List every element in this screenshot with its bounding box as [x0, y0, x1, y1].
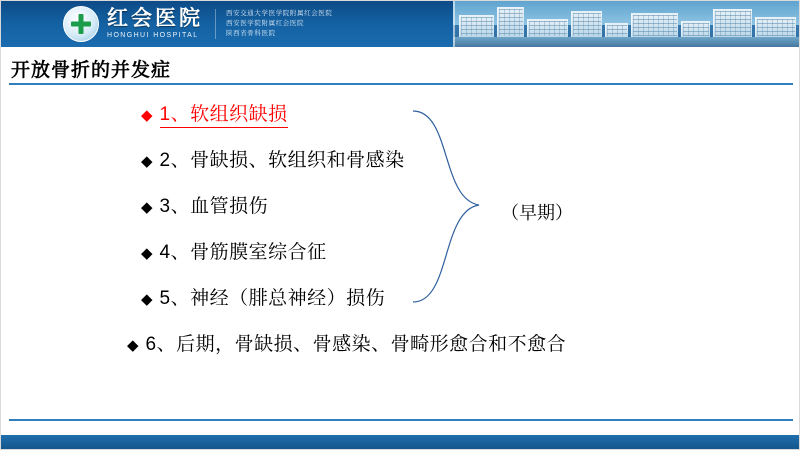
page-title: 开放骨折的并发症: [11, 60, 172, 81]
list-item-label: 1、软组织缺损: [160, 99, 288, 128]
slide-header-banner: [1, 1, 800, 47]
hospital-name-en: HONGHUI HOSPITAL: [107, 31, 199, 39]
diamond-bullet-icon: ◆: [127, 337, 139, 354]
hospital-name-cn: 红会医院: [107, 6, 203, 30]
list-item-label: 4、骨筋膜室综合征: [159, 242, 327, 263]
title-underline-rule: [9, 83, 793, 85]
affiliation-line-3: 陕西省骨科医院: [226, 30, 276, 37]
header-left-branding: [1, 1, 453, 47]
list-item-label: 6、后期，骨缺损、骨感染、骨畸形愈合和不愈合: [145, 334, 567, 355]
affiliation-line-1: 西安交通大学医学院附属红会医院: [226, 10, 333, 17]
affiliation-line-2: 西安医学院附属红会医院: [226, 20, 305, 27]
diamond-bullet-icon: ◆: [141, 199, 153, 216]
brace-annotation: （早期）: [501, 203, 573, 223]
diamond-bullet-icon: ◆: [141, 291, 153, 308]
list-item: [127, 329, 761, 375]
footer-bar: [1, 435, 800, 449]
medical-cross-logo-icon: [63, 6, 99, 42]
diamond-bullet-icon: ◆: [141, 153, 153, 170]
footer-rule: [9, 419, 793, 421]
diamond-bullet-icon: ◆: [141, 245, 153, 262]
header-divider: [453, 1, 455, 47]
hospital-affiliations: [215, 9, 333, 39]
diamond-bullet-icon: ◆: [141, 107, 153, 124]
list-item-label: 2、骨缺损、软组织和骨感染: [159, 150, 405, 171]
hospital-brand: [107, 8, 203, 41]
list-item-label: 3、血管损伤: [159, 196, 269, 217]
header-hospital-photo: [453, 1, 800, 47]
list-item-label: 5、神经（腓总神经）损伤: [159, 288, 386, 309]
grouping-brace: [411, 109, 481, 304]
